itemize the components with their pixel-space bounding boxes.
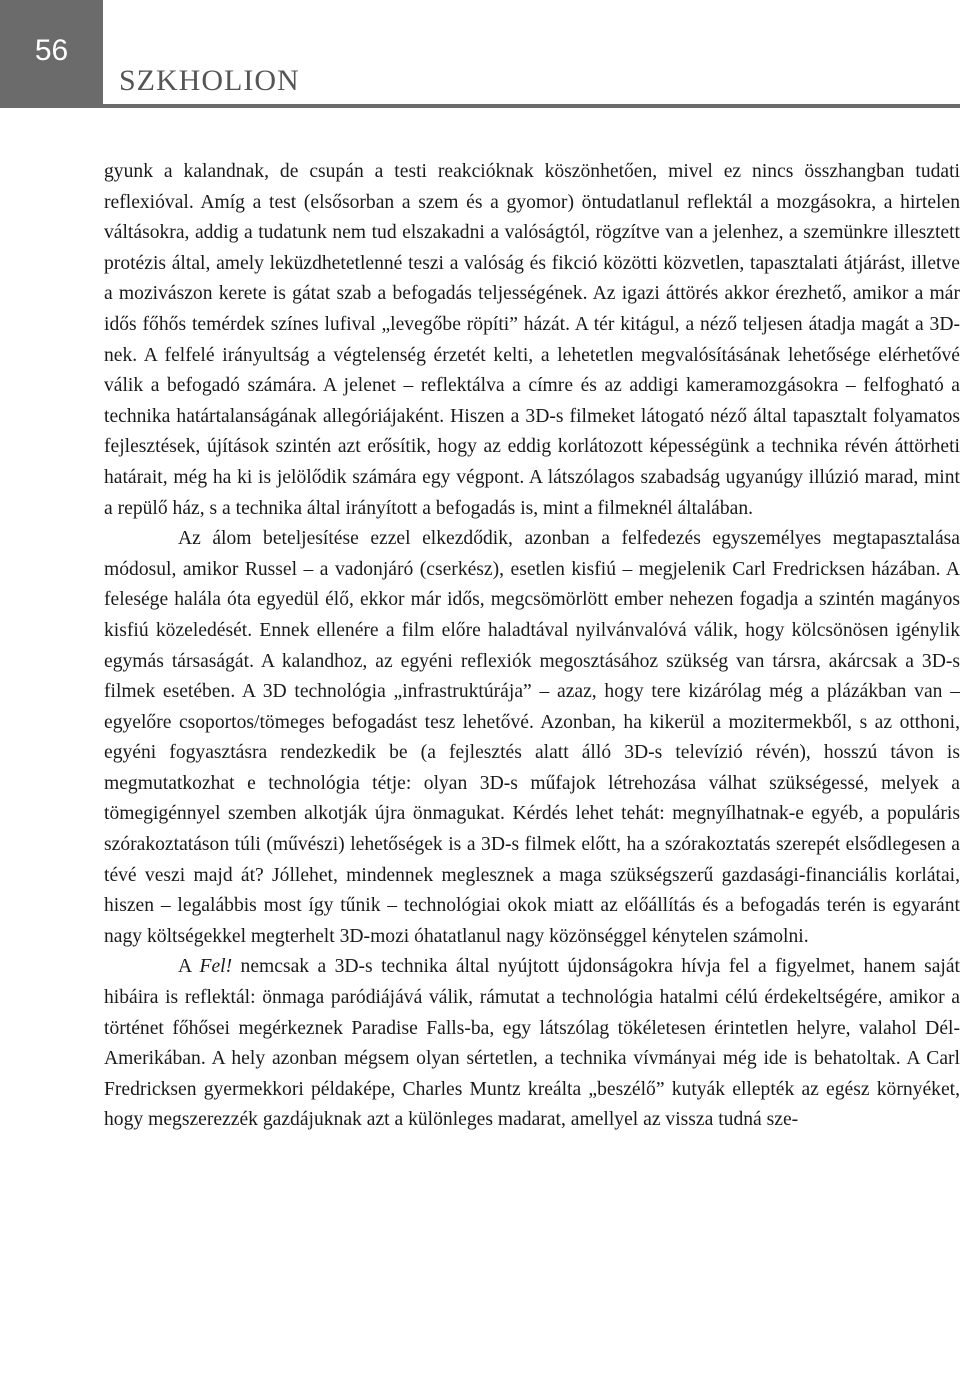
article-body <box>104 157 960 1136</box>
page-number-box <box>0 0 103 108</box>
header-rule <box>103 104 960 108</box>
paragraph-1 <box>104 157 960 524</box>
paragraph-text: nemcsak a 3D-s technika által nyújtott újdonságokra hívja fel a figyelmet, hanem saját hibáira is reflektál: önmaga paródiájává válik, rámutat a technológia hatalmi célú érdekeltségére, amikor a történet főhősei megérkeznek Paradise Falls-ba, egy látszólag tökéletesen érintetlen helyre, valahol Dél-Amerikában. A hely azonban mégsem olyan sértetlen, a technika vívmányai még ide is behatoltak. A Carl Fredricksen gyermekkori példaképe, Charles Muntz kreálta „beszélő” kutyák ellepték az egész környéket, hogy megszerezzék gazdájuknak azt a különleges madarat, amellyel az vissza tudná sze- <box>104 956 960 1131</box>
running-title: SZKHOLION <box>119 64 300 97</box>
paragraph-text: gyunk a kalandnak, de csupán a testi reakcióknak köszönhetően, mivel ez nincs összhangban tudati reflexióval. Amíg a test (elsősorban a szem és a gyomor) öntudatlanul reflektál a mozgásokra, a hirtelen váltásokra, addig a tudatunk nem tud elszakadni a valóságtól, rögzítve van a jelenhez, a szemünkre illesztett protézis által, amely leküzdhetetlenné teszi a valóság és fikció közötti közvetlen, tapasztalati átjárást, illetve a mozivászon kerete is gátat szab a befogadás teljességének. Az igazi áttörés akkor érezhető, amikor a már idős főhős temérdek színes lufival „levegőbe röpíti” házát. A tér kitágul, a néző teljesen átadja magát a 3D-nek. A felfelé irányultság a végtelenség érzetét kelti, a lehetetlen megvalósításának lehetősége elérhetővé válik a befogadó számára. A jelenet – reflektálva a címre és az addigi kameramozgásokra – felfogható a technika határtalanságának allegóriájaként. Hiszen a 3D-s filmeket látogató néző által tapasztalt folyamatos fejlesztések, újítások szintén azt erősítik, hogy az eddig korlátozott képességünk a technika révén áttörheti határait, még ha ki is jelölődik számára egy végpont. A látszólagos szabadság ugyanúgy illúzió marad, mint a repülő ház, s a technika által irányított a befogadás is, mint a filmeknél általában. <box>104 161 960 519</box>
paragraph-2 <box>104 524 960 952</box>
film-title-italic: Fel! <box>199 956 233 978</box>
page-number: 56 <box>34 34 69 67</box>
paragraph-3 <box>104 952 960 1136</box>
paragraph-text: Az álom beteljesítése ezzel elkezdődik, azonban a felfedezés egyszemélyes megtapasztalása módosul, amikor Russel – a vadonjáró (cserkész), esetlen kisfiú – megjelenik Carl Fredricksen házában. A felesége halála óta egyedül élő, ekkor már idős, megcsömörlött ember nehezen fogadja a szintén magányos kisfiú közeledését. Ennek ellenére a film előre haladtával nyilvánvalóvá válik, hogy kölcsönösen igénylik egymás társaságát. A kalandhoz, az egyéni reflexiók megosztásához szükség van társra, akárcsak a 3D-s filmek esetében. A 3D technológia „infrastruktúrája” – azaz, hogy tere kizárólag még a plázákban van – egyelőre csoportos/tömeges befogadást tesz lehetővé. Azonban, ha kikerül a mozitermekből, s az otthoni, egyéni fogyasztásra rendezkedik be (a fejlesztés alatt álló 3D-s televízió révén), hosszú távon is megmutatkozhat e technológia tétje: olyan 3D-s műfajok létrehozása válhat szükségessé, melyek a tömegigénnyel szemben alkotják újra önmagukat. Kérdés lehet tehát: megnyílhatnak-e egyéb, a populáris szórakoztatáson túli (művészi) lehetőségek is a 3D-s filmek előtt, ha a szórakoztatás szerepét elsődlegesen a tévé veszi majd át? Jóllehet, mindennek meglesznek a maga szükségszerű gazdasági-financiális korlátai, hiszen – legalábbis most így tűnik – technológiai okok miatt az előállítás és a befogadás terén is egyaránt nagy költségekkel megterhelt 3D-mozi óhatatlanul nagy közönséggel kénytelen számolni. <box>104 528 960 947</box>
paragraph-text: A <box>178 956 200 978</box>
